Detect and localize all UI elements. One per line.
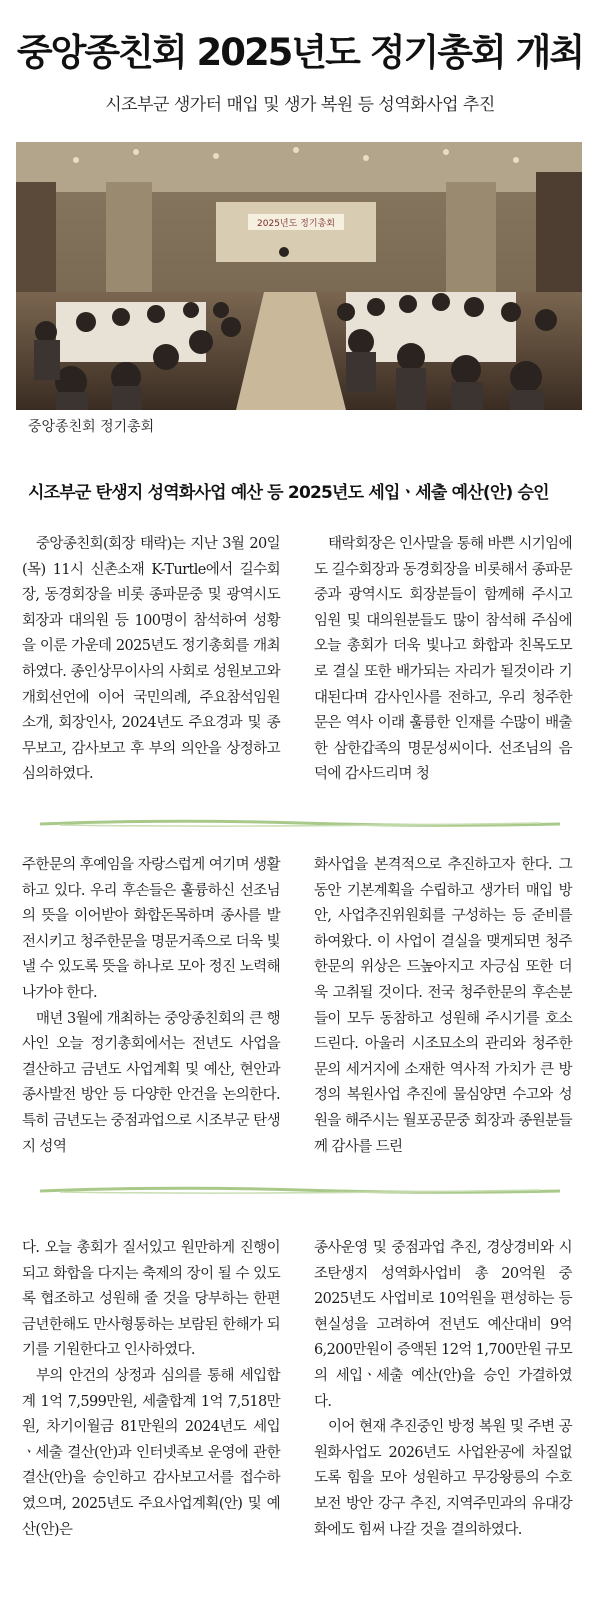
block2-left-column	[22, 853, 280, 1160]
section-divider	[40, 818, 560, 830]
article-headline: 중앙종친회 2025년도 정기총회 개최	[16, 31, 584, 74]
photo-banner-text: 2025년도 정기총회	[257, 219, 335, 229]
paragraph: 다. 오늘 총회가 질서있고 원만하게 진행이 되고 화합을 다지는 축제의 장이 될 수 있도록 협조하고 성원해 줄 것을 당부하는 한편 금년한해도 만사형통하는 보람된 한해가 되기를 기원한다고 인사하였다.	[22, 1240, 280, 1359]
article-subheadline: 시조부군 생가터 매입 및 생가 복원 등 성역화사업 추진	[105, 95, 495, 115]
section-divider	[40, 1185, 560, 1197]
paragraph: 매년 3월에 개최하는 중앙종친회의 큰 행사인 오늘 정기총회에서는 전년도 사업을 결산하고 금년도 사업계획 및 예산, 현안과 종사발전 방안 등 다양한 안건을 논의한다. 특히 금년도는 중점과업으로 시조부군 탄생지 성역	[22, 1010, 280, 1155]
paragraph: 중앙종친회(회장 태락)는 지난 3월 20일(목) 11시 신촌소재 K-Turtle에서 길수회장, 동경회장을 비롯 종파문중 및 광역시도회장과 대의원 등 100명이 참석하여 성황을 이룬 가운데 2025년도 정기총회를 개최하였다. 종인상무이사의 사회로 성원보고와 개회선언에 이어 국민의례, 주요참석임원 소개, 회장인사, 2024년도 주요경과 및 종무보고, 감사보고 후 부의 의안을 상정하고 심의하였다.	[22, 536, 280, 783]
section-heading: 시조부군 탄생지 성역화사업 예산 등 2025년도 세입ㆍ세출 예산(안) 승인	[28, 483, 549, 503]
paragraph: 부의 안건의 상정과 심의를 통해 세입합계 1억 7,599만원, 세출합계 1억 7,518만원, 차기이월금 81만원의 2024년도 세입ㆍ세출 결산(안)과 인터넷족보 운영에 관한 결산(안)을 승인하고 감사보고서를 접수하였으며, 2025년도 주요사업계획(안) 및 예산(안)은	[22, 1367, 280, 1538]
meeting-photo	[16, 142, 582, 410]
paragraph: 주한문의 후예임을 자랑스럽게 여기며 생활하고 있다. 우리 후손들은 훌륭하신 선조님의 뜻을 이어받아 화합돈목하며 종사를 발전시키고 청주한문을 명문거족으로 더욱 빛낼 수 있도록 뜻을 하나로 모아 정진 노력해 나가야 한다.	[22, 857, 280, 1001]
paragraph: 종사운영 및 중점과업 추진, 경상경비와 시조탄생지 성역화사업비 총 20억원 중 2025년도 사업비로 10억원을 편성하는 등 현실성을 고려하여 전년도 예산대비 9억 6,200만원이 증액된 12억 1,700만원 규모의 세입ㆍ세출 예산(안)을 승인 가결하였다.	[314, 1240, 572, 1410]
paragraph: 화사업을 본격적으로 추진하고자 한다. 그동안 기본계획을 수립하고 생가터 매입 방안, 사업추진위원회를 구성하는 등 준비를 하여왔다. 이 사업이 결실을 맺게되면 청주한문의 위상은 드높아지고 자긍심 또한 더욱 고취될 것이다. 전국 청주한문의 후손분들이 모두 동참하고 성원해 주시기를 호소드린다. 아울러 시조묘소의 관리와 청주한문의 세거지에 소재한 역사적 가치가 큰 방정의 복원사업 추진에 물심양면 수고와 성원을 해주시는 월포공문중 회장과 종원분들께 감사를 드린	[314, 857, 572, 1155]
paragraph: 태락회장은 인사말을 통해 바쁜 시기임에도 길수회장과 동경회장을 비롯해서 종파문중과 광역시도 회장분들이 함께해 주시고 임원 및 대의원분들도 많이 참석해 주심에 오늘 총회가 더욱 빛나고 화합과 친목도모로 결실 또한 배가되는 자리가 될것이라 기대된다며 감사인사를 전하고, 우리 청주한문은 역사 이래 훌륭한 인재를 수많이 배출한 삼한갑족의 명문성씨이다. 선조님의 음덕에 감사드리며 청	[314, 536, 572, 783]
block2-right-column	[314, 853, 572, 1160]
block3-right-column	[314, 1236, 572, 1543]
photo-caption: 중앙종친회 정기총회	[16, 410, 582, 444]
paragraph: 이어 현재 추진중인 방정 복원 및 주변 공원화사업도 2026년도 사업완공에 차질없도록 힘을 모아 성원하고 무강왕릉의 수호 보전 방안 강구 추진, 지역주민과의 유대강화에도 힘써 나갈 것을 결의하였다.	[314, 1419, 572, 1538]
block1-right-column	[314, 532, 572, 788]
block1-left-column	[22, 532, 280, 788]
block3-left-column	[22, 1236, 280, 1543]
